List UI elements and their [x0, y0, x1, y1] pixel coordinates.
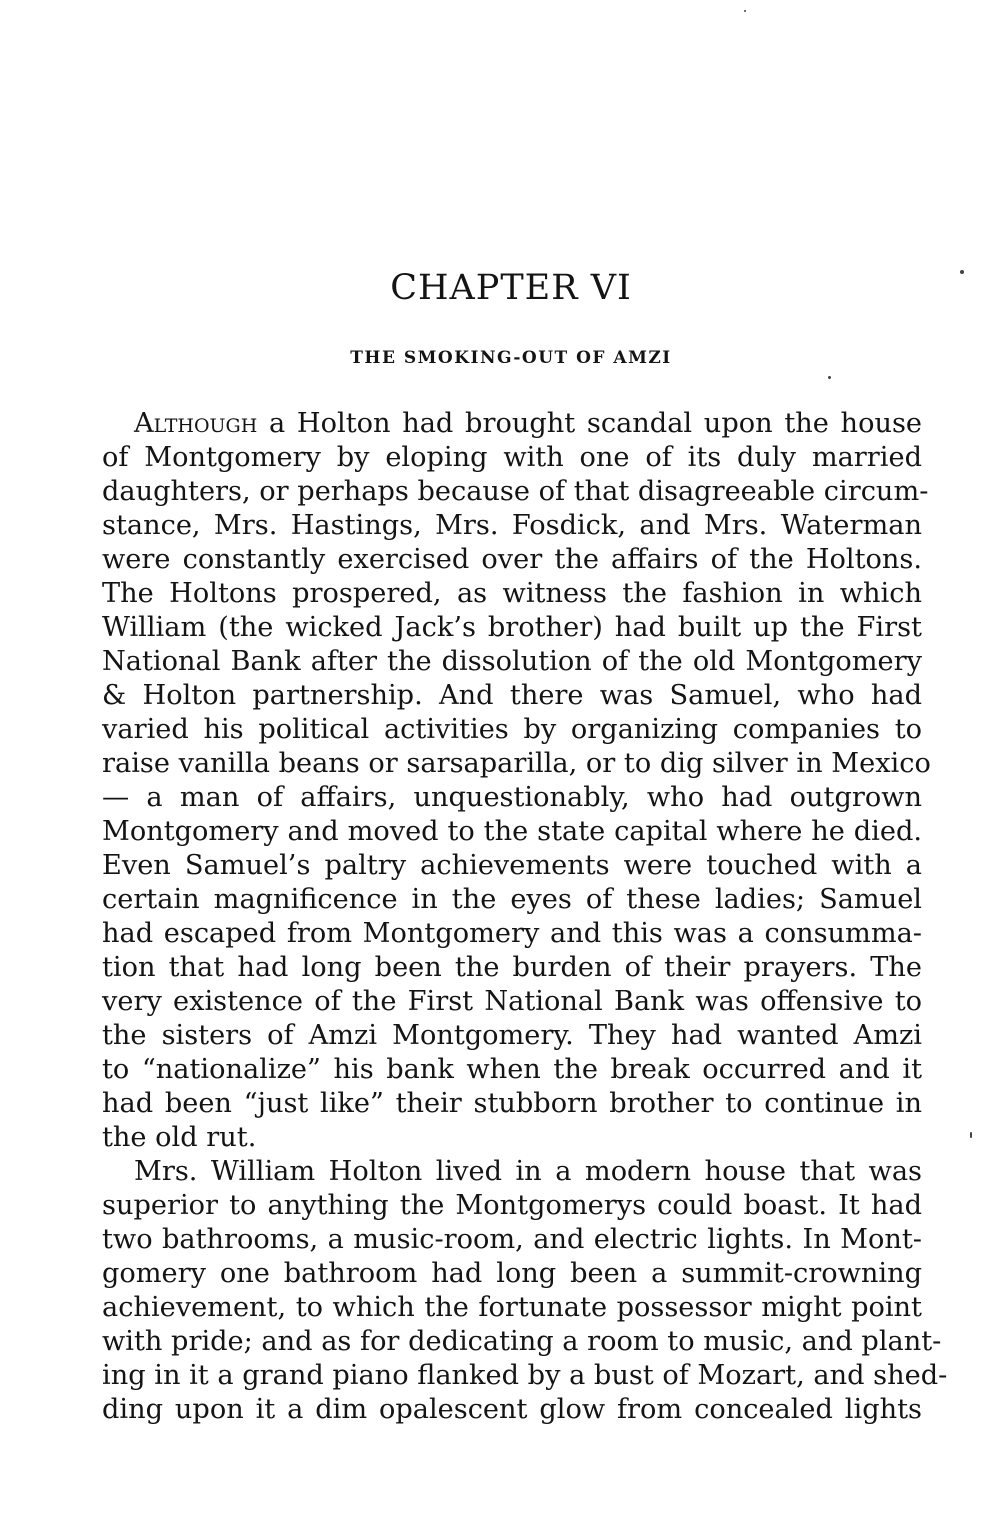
scan-speck — [970, 1132, 972, 1138]
body-line: two bathrooms, a music-room, and electric lights. In Mont- — [102, 1224, 922, 1255]
body-line: Although a Holton had brought scandal upon the house — [134, 408, 922, 439]
drop-word: Although — [134, 408, 258, 439]
body-line: certain magnificence in the eyes of these ladies; Samuel — [102, 884, 922, 915]
body-line: Mrs. William Holton lived in a modern house that was — [134, 1156, 922, 1187]
body-line: the old rut. — [102, 1122, 257, 1153]
body-line: — a man of affairs, unquestionably, who had outgrown — [102, 782, 922, 813]
body-line: of Montgomery by eloping with one of its duly married — [102, 442, 922, 473]
body-line: tion that had long been the burden of their prayers. The — [102, 952, 922, 983]
body-line: with pride; and as for dedicating a room to music, and plant- — [102, 1326, 942, 1357]
scan-speck — [828, 376, 831, 379]
body-line: superior to anything the Montgomerys could boast. It had — [102, 1190, 922, 1221]
body-line: had escaped from Montgomery and this was a consumma- — [102, 918, 922, 949]
chapter-title: CHAPTER VI — [390, 268, 632, 308]
body-line: to “nationalize” his bank when the break occurred and it — [102, 1054, 922, 1085]
scan-speck — [960, 270, 964, 274]
body-line: ing in it a grand piano flanked by a bust of Mozart, and shed- — [102, 1360, 948, 1391]
body-line: & Holton partnership. And there was Samuel, who had — [102, 680, 922, 711]
body-line: Even Samuel’s paltry achievements were touched with a — [102, 850, 922, 881]
body-line: achievement, to which the fortunate possessor might point — [102, 1292, 922, 1323]
body-line: National Bank after the dissolution of the old Montgomery — [102, 646, 922, 677]
body-line: gomery one bathroom had long been a summit-crowning — [102, 1258, 922, 1289]
body-line: the sisters of Amzi Montgomery. They had wanted Amzi — [102, 1020, 922, 1051]
body-line: stance, Mrs. Hastings, Mrs. Fosdick, and Mrs. Waterman — [102, 510, 922, 541]
body-line: varied his political activities by organizing companies to — [102, 714, 922, 745]
scan-speck — [744, 10, 746, 12]
body-line: Montgomery and moved to the state capital where he died. — [102, 816, 922, 847]
body-line: William (the wicked Jack’s brother) had built up the First — [102, 612, 922, 643]
body-line: The Holtons prospered, as witness the fashion in which — [102, 578, 922, 609]
body-line: daughters, or perhaps because of that disagreeable circum- — [102, 476, 929, 507]
chapter-subtitle: THE SMOKING-OUT OF AMZI — [350, 348, 672, 368]
body-line: raise vanilla beans or sarsaparilla, or to dig silver in Mexico — [102, 748, 931, 779]
body-line: were constantly exercised over the affairs of the Holtons. — [102, 544, 922, 575]
body-line: had been “just like” their stubborn brother to continue in — [102, 1088, 922, 1119]
body-line: very existence of the First National Bank was offensive to — [102, 986, 922, 1017]
body-line: ding upon it a dim opalescent glow from concealed lights — [102, 1394, 922, 1425]
